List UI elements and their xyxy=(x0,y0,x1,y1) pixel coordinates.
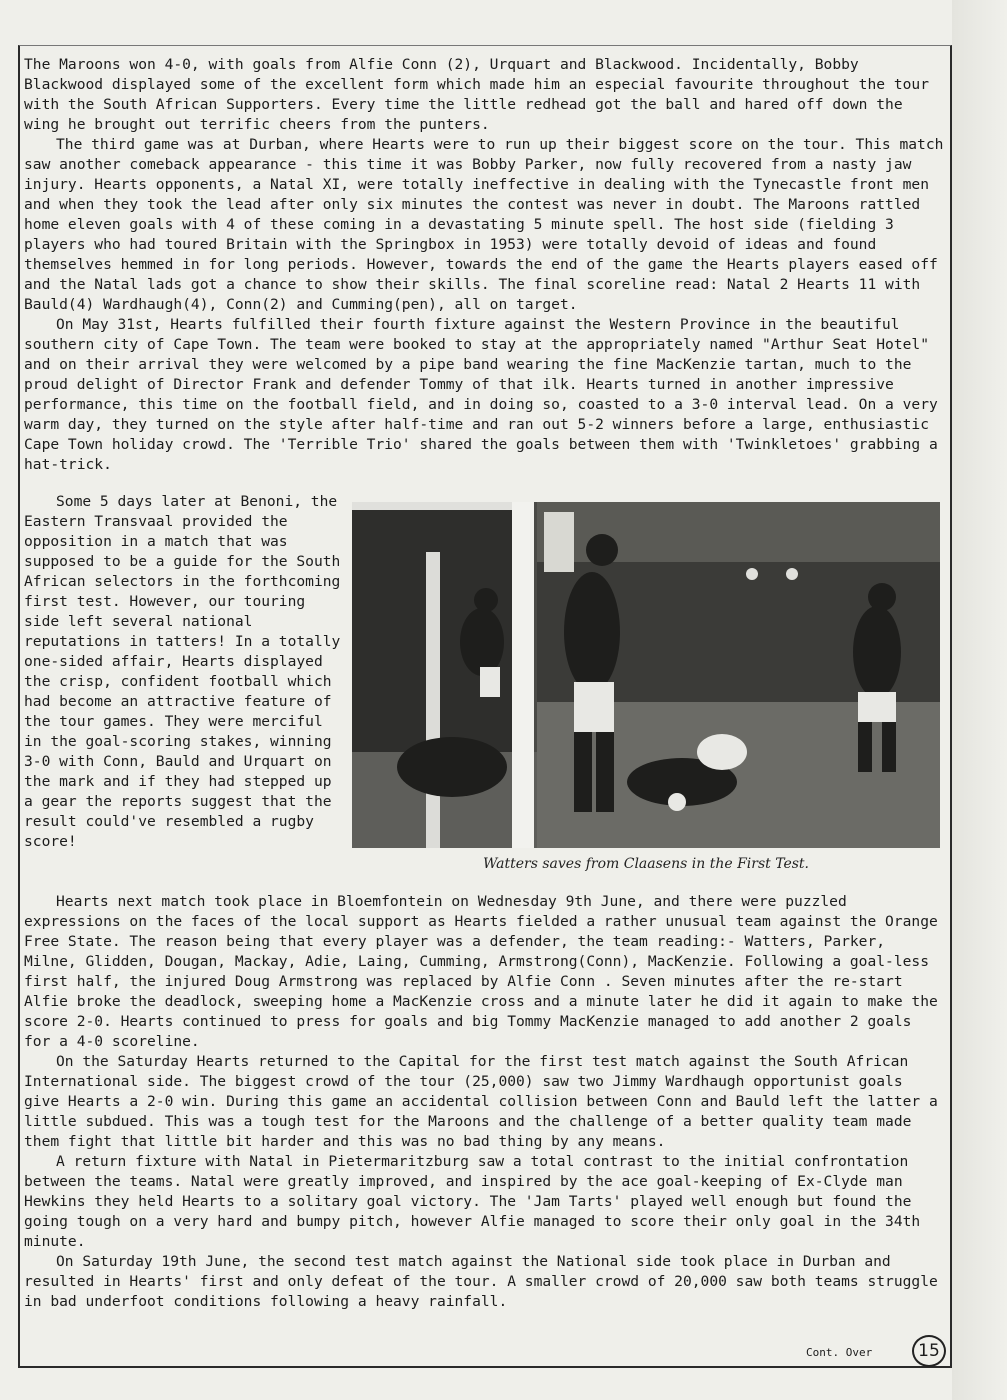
article-side-text xyxy=(24,492,344,852)
paragraph: The third game was at Durban, where Hearts were to run up their biggest score on the tour. This match saw another comeback appearance - this time it was Bobby Parker, now fully recovered from a nasty jaw injury. Hearts opponents, a Natal XI, were totally ineffective in dealing with the Tynecastle front men and when they took the lead after only six minutes the contest was never in doubt. The Maroons rattled home eleven goals with 4 of these coming in a devastating 5 minute spell. The host side (fielding 3 players who had toured Britain with the Springbox in 1953) were totally devoid of ideas and found themselves hemmed in for long periods. However, towards the end of the game the Hearts players eased off and the Natal lads got a chance to show their skills. The final scoreline read: Natal 2 Hearts 11 with Bauld(4) Wardhaugh(4), Conn(2) and Cumming(pen), all on target. xyxy=(24,136,944,313)
paragraph: On Saturday 19th June, the second test match against the National side took place in Durban and resulted in Hearts' first and only defeat of the tour. A smaller crowd of 20,000 saw both teams struggle in bad underfoot conditions following a heavy rainfall. xyxy=(24,1253,938,1310)
match-photo xyxy=(352,502,940,848)
continued-note: Cont. Over xyxy=(806,1346,873,1359)
paragraph: The Maroons won 4-0, with goals from Alfie Conn (2), Urquart and Blackwood. Incidentally, Bobby Blackwood displayed some of the excellent form which made him an especial favourite throughout the tour with the South African Supporters. Every time the little redhead got the ball and hared off down the wing he brought out terrific cheers from the punters. xyxy=(24,56,929,133)
article-bottom-text xyxy=(24,892,946,1312)
photo-caption: Watters saves from Claasens in the First Test. xyxy=(482,856,810,872)
paragraph: On May 31st, Hearts fulfilled their fourth fixture against the Western Province in the beautiful southern city of Cape Town. The team were booked to stay at the appropriately named "Arthur Seat Hotel" and on their arrival they were welcomed by a pipe band wearing the fine MacKenzie tartan, much to the proud delight of Director Frank and defender Tommy of that ilk. Hearts turned in another impressive performance, this time on the football field, and in doing so, coasted to a 3-0 interval lead. On a very warm day, they turned on the style after half-time and ran out 5-2 winners before a large, enthusiastic Cape Town holiday crowd. The 'Terrible Trio' shared the goals between them with 'Twinkletoes' grabbing a hat-trick. xyxy=(24,316,938,473)
paragraph: Some 5 days later at Benoni, the Eastern Transvaal provided the opposition in a match that was supposed to be a guide for the South African selectors in the forthcoming first test. However, our touring side left several national reputations in tatters! In a totally one-sided affair, Hearts displayed the crisp, confident football which had become an attractive feature of the tour games. They were merciful in the goal-scoring stakes, winning 3-0 with Conn, Bauld and Urquart on the mark and if they had stepped up a gear the reports suggest that the result could've resembled a rugby score! xyxy=(24,493,341,850)
paragraph: A return fixture with Natal in Pietermaritzburg saw a total contrast to the initial confrontation between the teams. Natal were greatly improved, and inspired by the ace goal-keeping of Ex-Clyde man Hewkins they held Hearts to a solitary goal victory. The 'Jam Tarts' played well enough but found the going tough on a very hard and bumpy pitch, however Alfie managed to score their only goal in the 34th minute. xyxy=(24,1153,921,1250)
paragraph: Hearts next match took place in Bloemfontein on Wednesday 9th June, and there were puzzled expressions on the faces of the local support as Hearts fielded a rather unusual team against the Orange Free State. The reason being that every player was a defender, the team reading:- Watters, Parker, Milne, Glidden, Dougan, Mackay, Adie, Laing, Cumming, Armstrong(Conn), MacKenzie. Following a goal-less first half, the injured Doug Armstrong was replaced by Alfie Conn . Seven minutes after the re-start Alfie broke the deadlock, sweeping home a MacKenzie cross and a minute later he did it again to make the score 2-0. Hearts continued to press for goals and big Tommy MacKenzie managed to add another 2 goals for a 4-0 scoreline. xyxy=(24,893,938,1050)
paragraph: On the Saturday Hearts returned to the Capital for the first test match against the South African International side. The biggest crowd of the tour (25,000) saw two Jimmy Wardhaugh opportunist goals give Hearts a 2-0 win. During this game an accidental collision between Conn and Bauld left the latter a little subdued. This was a tough test for the Maroons and the challenge of a better quality team made them fight that little bit harder and this was no bad thing by any means. xyxy=(24,1053,938,1150)
article-top-text xyxy=(24,55,946,475)
page-number: 15 xyxy=(912,1335,946,1367)
page-edge xyxy=(952,0,1007,1400)
